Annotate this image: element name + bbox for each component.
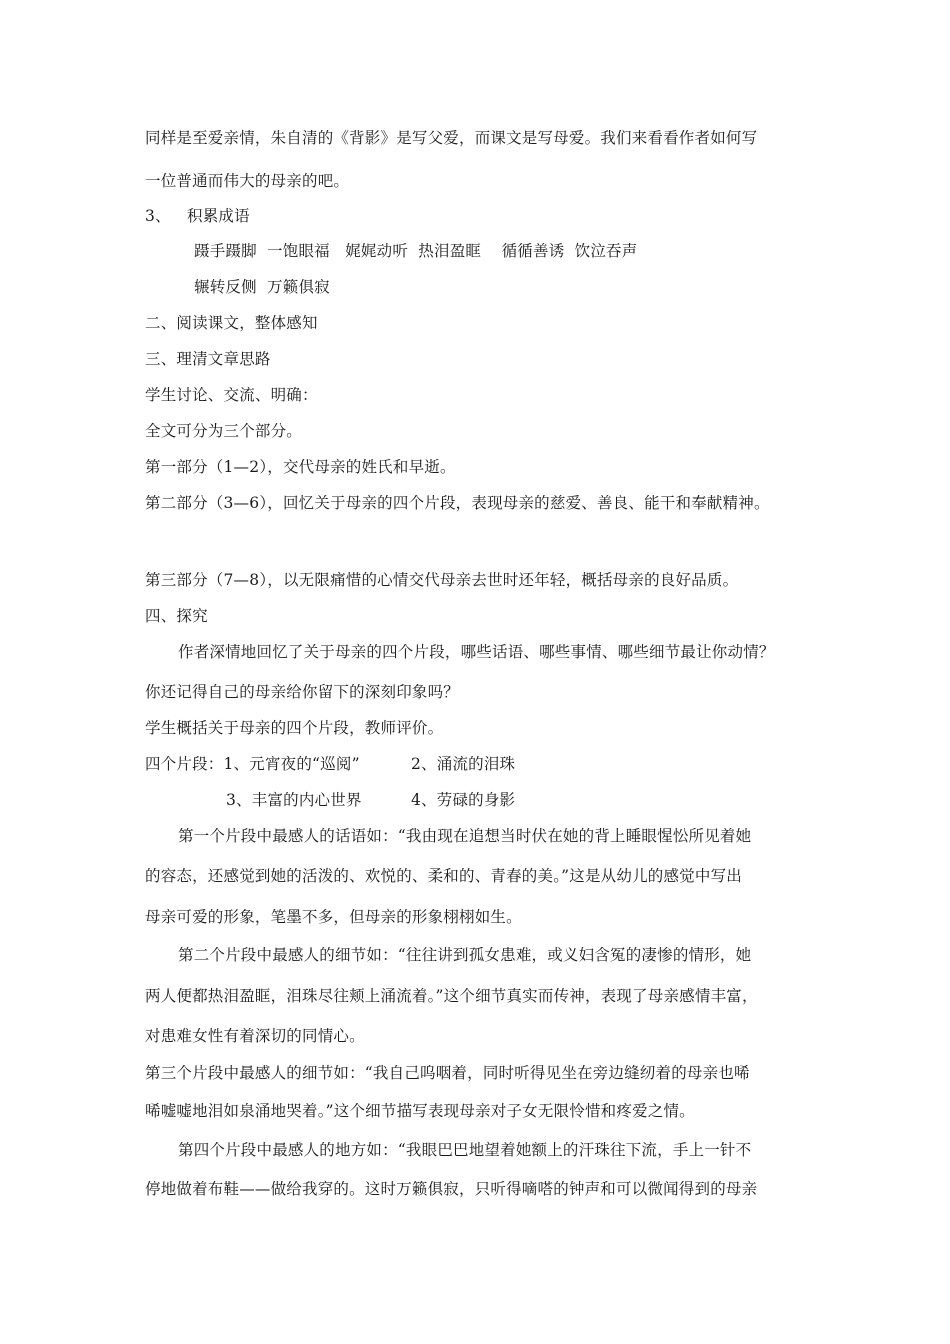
text-line-para2-2: 两人便都热泪盈眶，泪珠尽往颊上涌流着。”这个细节真实而传神，表现了母亲感情丰富，: [145, 987, 758, 1005]
text-line-discussion: 学生讨论、交流、明确：: [145, 386, 318, 404]
text-line-para3-2: 唏嘘嘘地泪如泉涌地哭着。”这个细节描写表现母亲对子女无限怜惜和疼爱之情。: [145, 1102, 695, 1120]
text-line-para4-1: 第四个片段中最感人的地方如：“我眼巴巴地望着她额上的汗珠往下流，手上一针不: [178, 1141, 752, 1159]
text-line-summary: 学生概括关于母亲的四个片段，教师评价。: [145, 719, 444, 737]
text-line-1: 同样是至爱亲情，朱自清的《背影》是写父爱，而课文是写母爱。我们来看看作者如何写: [145, 129, 758, 147]
text-line-para4-2: 停地做着布鞋——做给我穿的。这时万籁俱寂，只听得嘀嗒的钟声和可以微闻得到的母亲: [145, 1180, 758, 1198]
fragment-2: 2、涌流的泪珠: [411, 755, 516, 773]
section-heading-3: 三、理清文章思路: [145, 350, 271, 368]
text-line-para1-1: 第一个片段中最感人的话语如：“我由现在追想当时伏在她的背上睡眼惺忪所见着她: [178, 827, 752, 845]
text-line-parts: 全文可分为三个部分。: [145, 422, 303, 440]
text-line-para2-3: 对患难女性有着深切的同情心。: [145, 1027, 365, 1045]
text-line-question-2: 你还记得自己的母亲给你留下的深刻印象吗？: [145, 683, 460, 701]
text-line-question-1: 作者深情地回忆了关于母亲的四个片段，哪些话语、哪些事情、哪些细节最让你动情？: [178, 643, 775, 661]
text-line-para1-2: 的容态，还感觉到她的活泼的、欢悦的、柔和的、青春的美。”这是从幼儿的感觉中写出: [145, 867, 742, 885]
section-heading-2: 二、阅读课文，整体感知: [145, 314, 318, 332]
fragment-3: 3、丰富的内心世界: [226, 791, 362, 809]
text-line-2: 一位普通而伟大的母亲的吧。: [145, 172, 350, 190]
text-line-para3-1: 第三个片段中最感人的细节如：“我自己呜咽着，同时听得见坐在旁边缝纫着的母亲也唏: [145, 1064, 750, 1082]
idiom-list-2: 辗转反侧 万籁俱寂: [194, 278, 330, 296]
section-heading-4: 四、探究: [145, 607, 208, 625]
text-line-part-3: 第三部分（7—8），以无限痛惜的心情交代母亲去世时还年轻，概括母亲的良好品质。: [145, 571, 739, 589]
text-line-part-1: 第一部分（1—2），交代母亲的姓氏和早逝。: [145, 458, 456, 476]
section-number-3: 3、: [145, 207, 171, 225]
idiom-list-1: 蹑手蹑脚 一饱眼福 娓娓动听 热泪盈眶 循循善诱 饮泣吞声: [194, 242, 638, 260]
section-heading-idioms: 积累成语: [187, 207, 250, 225]
text-line-para1-3: 母亲可爱的形象，笔墨不多，但母亲的形象栩栩如生。: [145, 908, 522, 926]
text-line-part-2: 第二部分（3—6），回忆关于母亲的四个片段，表现母亲的慈爱、善良、能干和奉献精神。: [145, 494, 770, 512]
fragment-1: 四个片段：1、元宵夜的“巡阅”: [145, 755, 360, 773]
fragment-4: 4、劳碌的身影: [411, 791, 516, 809]
text-line-para2-1: 第二个片段中最感人的细节如：“往往讲到孤女患难，或义妇含冤的凄惨的情形，她: [178, 946, 752, 964]
